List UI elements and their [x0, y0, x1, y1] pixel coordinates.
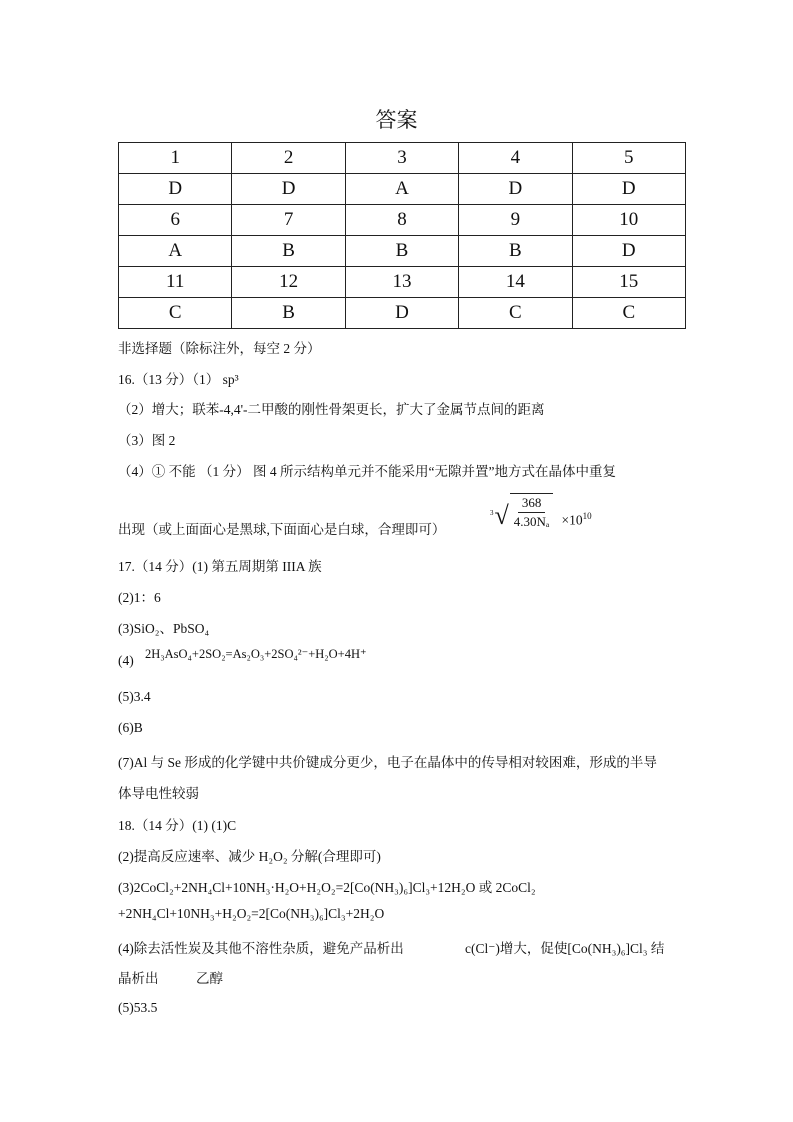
fraction [510, 493, 554, 531]
numerator: 368 [518, 494, 546, 513]
question-number-cell: 14 [459, 267, 572, 298]
answer-cell: D [572, 236, 685, 267]
q16-4a: （4）① 不能 （1 分） 图 4 所示结构单元并不能采用“无隙并置”地方式在晶体中重复 [118, 464, 616, 479]
q17-2: (2)1：6 [118, 590, 161, 605]
q17-4-equation: 2H₃AsO₄+2SO₂=As₂O₃+2SO₄²⁻+H₂O+4H⁺ [145, 647, 367, 661]
q18-4b-part2: 乙醇 [196, 971, 223, 986]
question-number-cell: 2 [232, 143, 345, 174]
q16-2: （2）增大；联苯-4,4'-二甲酸的刚性骨架更长，扩大了金属节点间的距离 [118, 402, 545, 417]
root-index: 3 [490, 509, 494, 517]
answer-cell: D [572, 174, 685, 205]
q17-1: 17.（14 分）(1) 第五周期第 IIIA 族 [118, 559, 322, 574]
question-number-cell: 15 [572, 267, 685, 298]
question-number-cell: 12 [232, 267, 345, 298]
answer-row [119, 236, 686, 267]
question-number-cell: 1 [119, 143, 232, 174]
answer-cell: B [345, 236, 458, 267]
answer-cell: C [572, 298, 685, 329]
question-number-cell: 7 [232, 205, 345, 236]
q18-4a-part2: c(Cl⁻)增大，促使[Co(NH₃)₆]Cl₃ 结 [465, 941, 665, 956]
q17-7b: 体导电性较弱 [118, 786, 199, 801]
answer-cell: B [232, 236, 345, 267]
q16-3: （3）图 2 [118, 433, 176, 448]
denominator: 4.30Nₐ [513, 514, 550, 529]
q18-3a: (3)2CoCl₂+2NH₄Cl+10NH₃·H₂O+H₂O₂=2[Co(NH₃)₆]Cl₃+12H₂O 或 2CoCl₂ [118, 880, 536, 895]
q16-1: 16.（13 分）（1） sp³ [118, 372, 239, 387]
multiplier-base: ×10 [561, 512, 583, 527]
question-number-cell: 13 [345, 267, 458, 298]
question-number-cell: 6 [119, 205, 232, 236]
radical-sign: √ [494, 501, 509, 530]
q17-3: (3)SiO₂、PbSO₄ [118, 621, 210, 636]
question-number-cell: 10 [572, 205, 685, 236]
answer-cell: D [459, 174, 572, 205]
q17-5: (5)3.4 [118, 689, 151, 704]
q18-4b-part1: 晶析出 [118, 971, 159, 986]
answer-cell: A [345, 174, 458, 205]
answer-cell: C [119, 298, 232, 329]
answer-row [119, 298, 686, 329]
question-number-row [119, 267, 686, 298]
cube-root-formula [490, 493, 592, 531]
answer-table [118, 142, 686, 329]
answer-cell: A [119, 236, 232, 267]
question-number-cell: 9 [459, 205, 572, 236]
page-title: 答案 [375, 108, 418, 132]
q18-5: (5)53.5 [118, 1000, 158, 1015]
answer-cell: D [345, 298, 458, 329]
multiplier [561, 507, 591, 530]
q18-2: (2)提高反应速率、减少 H₂O₂ 分解(合理即可) [118, 849, 381, 864]
q16-4b: 出现（或上面面心是黑球,下面面心是白球，合理即可） [118, 522, 446, 537]
answer-cell: D [119, 174, 232, 205]
answer-cell: D [232, 174, 345, 205]
question-number-cell: 8 [345, 205, 458, 236]
q17-7a: (7)Al 与 Se 形成的化学键中共价键成分更少，电子在晶体中的传导相对较困难，形成的半导 [118, 755, 657, 770]
question-number-row [119, 143, 686, 174]
q18-3b: +2NH₄Cl+10NH₃+H₂O₂=2[Co(NH₃)₆]Cl₃+2H₂O [118, 906, 385, 921]
answer-row [119, 174, 686, 205]
answer-cell: B [459, 236, 572, 267]
answer-cell: C [459, 298, 572, 329]
q18-1: 18.（14 分）(1) (1)C [118, 818, 237, 833]
question-number-cell: 4 [459, 143, 572, 174]
question-number-cell: 5 [572, 143, 685, 174]
question-number-row [119, 205, 686, 236]
q17-6: (6)B [118, 720, 143, 735]
multiplier-exponent: 10 [582, 510, 592, 521]
intro-text: 非选择题（除标注外，每空 2 分） [118, 341, 321, 356]
answer-cell: B [232, 298, 345, 329]
q17-4-label: (4) [118, 653, 134, 668]
question-number-cell: 11 [119, 267, 232, 298]
question-number-cell: 3 [345, 143, 458, 174]
q18-4a-part1: (4)除去活性炭及其他不溶性杂质，避免产品析出 [118, 941, 404, 956]
